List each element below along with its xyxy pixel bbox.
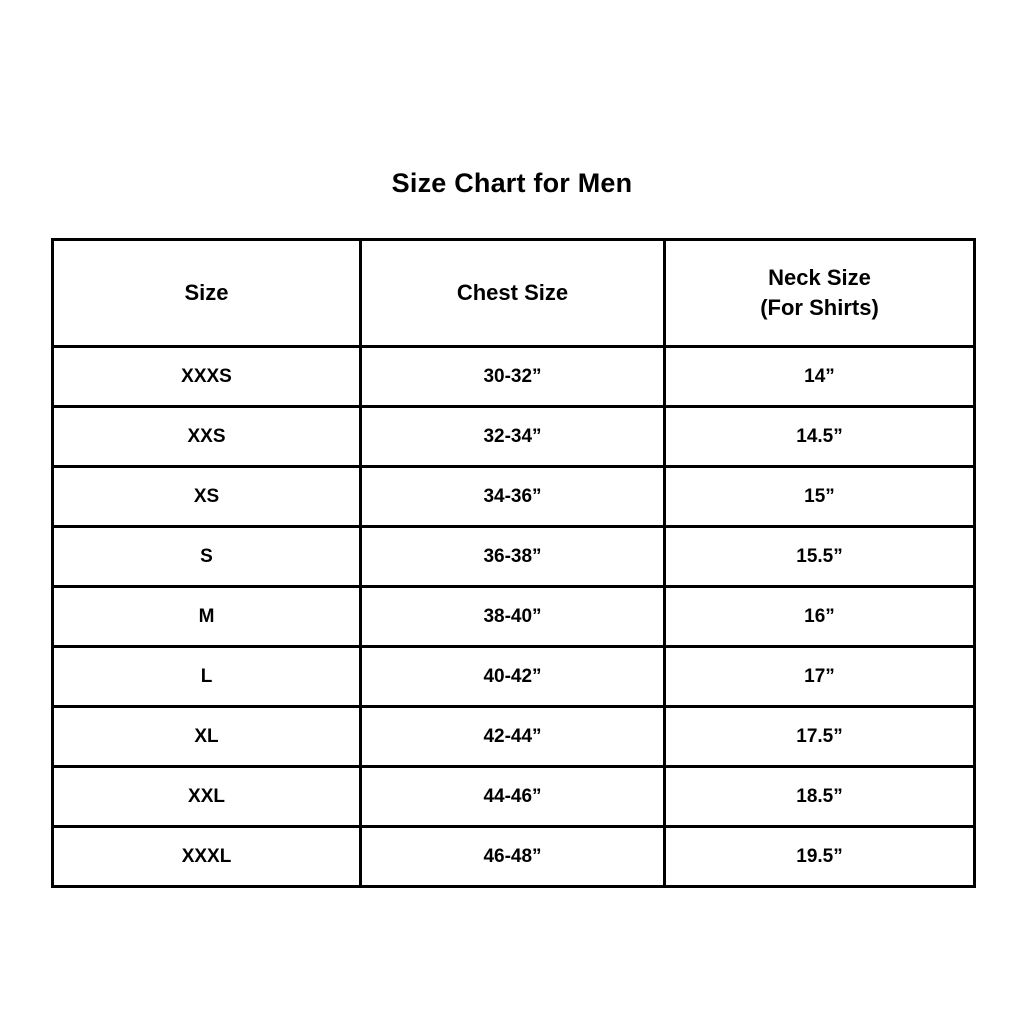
cell-chest: 42-44” [361,707,665,767]
cell-chest: 36-38” [361,527,665,587]
table-row [53,347,975,407]
table-body [53,347,975,887]
column-header-size-label: Size [184,280,229,306]
cell-size: XXS [53,407,361,467]
cell-chest: 46-48” [361,827,665,887]
table-row [53,587,975,647]
cell-chest: 32-34” [361,407,665,467]
page-title: Size Chart for Men [391,168,633,198]
cell-chest: 40-42” [361,647,665,707]
cell-neck: 17.5” [665,707,975,767]
cell-chest: 34-36” [361,467,665,527]
table-row [53,827,975,887]
column-header-neck-size-sublabel: (For Shirts) [760,295,879,320]
column-header-size [53,240,361,347]
cell-size: L [53,647,361,707]
column-header-neck-size-label: Neck Size [768,265,871,291]
table-row [53,527,975,587]
table-row [53,707,975,767]
table-header [53,240,975,347]
cell-neck: 14.5” [665,407,975,467]
cell-chest: 44-46” [361,767,665,827]
cell-size: S [53,527,361,587]
cell-size: M [53,587,361,647]
table-row [53,767,975,827]
cell-size: XXXL [53,827,361,887]
cell-size: XS [53,467,361,527]
cell-neck: 15.5” [665,527,975,587]
table-row [53,647,975,707]
cell-size: XXXS [53,347,361,407]
cell-chest: 38-40” [361,587,665,647]
column-header-chest-size [361,240,665,347]
cell-neck: 17” [665,647,975,707]
size-chart-table-container [51,238,973,888]
table-row [53,467,975,527]
cell-neck: 14” [665,347,975,407]
cell-chest: 30-32” [361,347,665,407]
column-header-chest-size-label: Chest Size [456,280,569,306]
cell-size: XXL [53,767,361,827]
cell-neck: 16” [665,587,975,647]
table-row [53,407,975,467]
cell-neck: 15” [665,467,975,527]
cell-neck: 18.5” [665,767,975,827]
header-row [53,240,975,347]
column-header-neck-size [665,240,975,347]
size-chart-table [51,238,976,888]
cell-size: XL [53,707,361,767]
cell-neck: 19.5” [665,827,975,887]
